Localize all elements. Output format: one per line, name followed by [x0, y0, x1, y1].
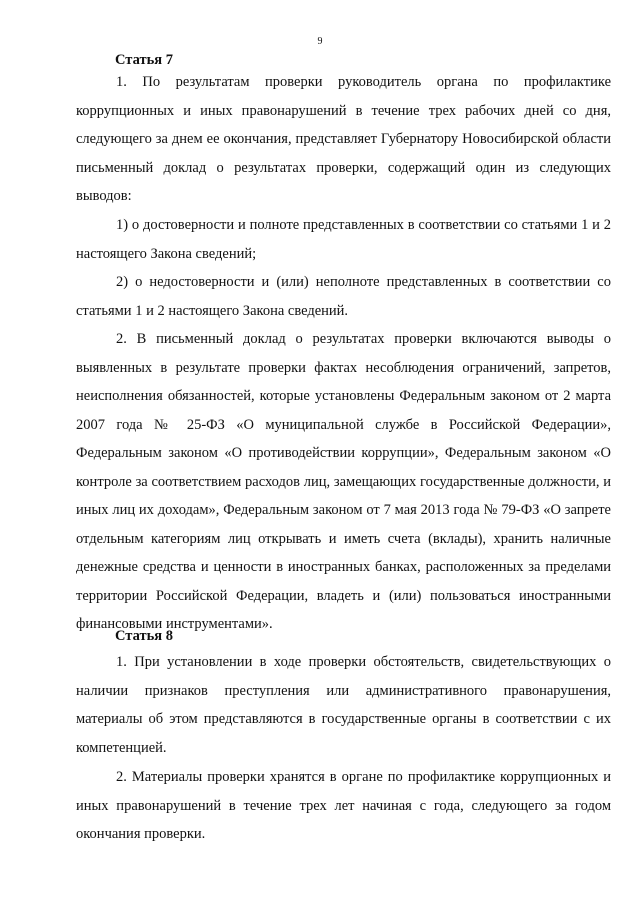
article-7-paragraph-1: 1. По результатам проверки руководитель органа по профилактике коррупционных и иных правонарушений в течение трех рабочих дней со дня, следующего за днем ее окончания, представляет Губернатору Новосибирской области письменный доклад о результатах проверки, содержащий один из следующих выводов: [76, 74, 611, 204]
article-7-item-2: 2) о недостоверности и (или) неполноте представленных в соответствии со статьями 1 и 2 настоящего Закона сведений. [76, 274, 611, 319]
article-7-paragraph-2: 2. В письменный доклад о результатах проверки включаются выводы о выявленных в результате проверки фактах несоблюдения ограничений, запретов, неисполнения обязанностей, которые установлены Федеральным законом от 2 марта 2007 года № 25-ФЗ «О муниципальной службе в Российской Федерации», Федеральным законом «О противодействии коррупции», Федеральным законом «О контроле за соответствием расходов лиц, замещающих государственные должности, и иных лиц их доходам», Федеральным законом от 7 мая 2013 года № 79-ФЗ «О запрете отдельным категориям лиц открывать и иметь счета (вклады), хранить наличные денежные средства и ценности в иностранных банках, расположенных за пределами территории Российской Федерации, владеть и (или) пользоваться иностранными финансовыми инструментами». [76, 331, 611, 632]
article-8-heading: Статья 8 [115, 628, 173, 644]
page-number: 9 [317, 36, 323, 47]
article-7-heading: Статья 7 [115, 52, 173, 68]
article-8-paragraph-1: 1. При установлении в ходе проверки обстоятельств, свидетельствующих о наличии признаков преступления или административного правонарушения, материалы об этом представляются в государственные органы в соответствии с их компетенцией. [76, 654, 611, 756]
article-7-item-1: 1) о достоверности и полноте представленных в соответствии со статьями 1 и 2 настоящего Закона сведений; [76, 217, 611, 262]
article-8-paragraph-2: 2. Материалы проверки хранятся в органе по профилактике коррупционных и иных правонарушений в течение трех лет начиная с года, следующего за годом окончания проверки. [76, 769, 611, 842]
